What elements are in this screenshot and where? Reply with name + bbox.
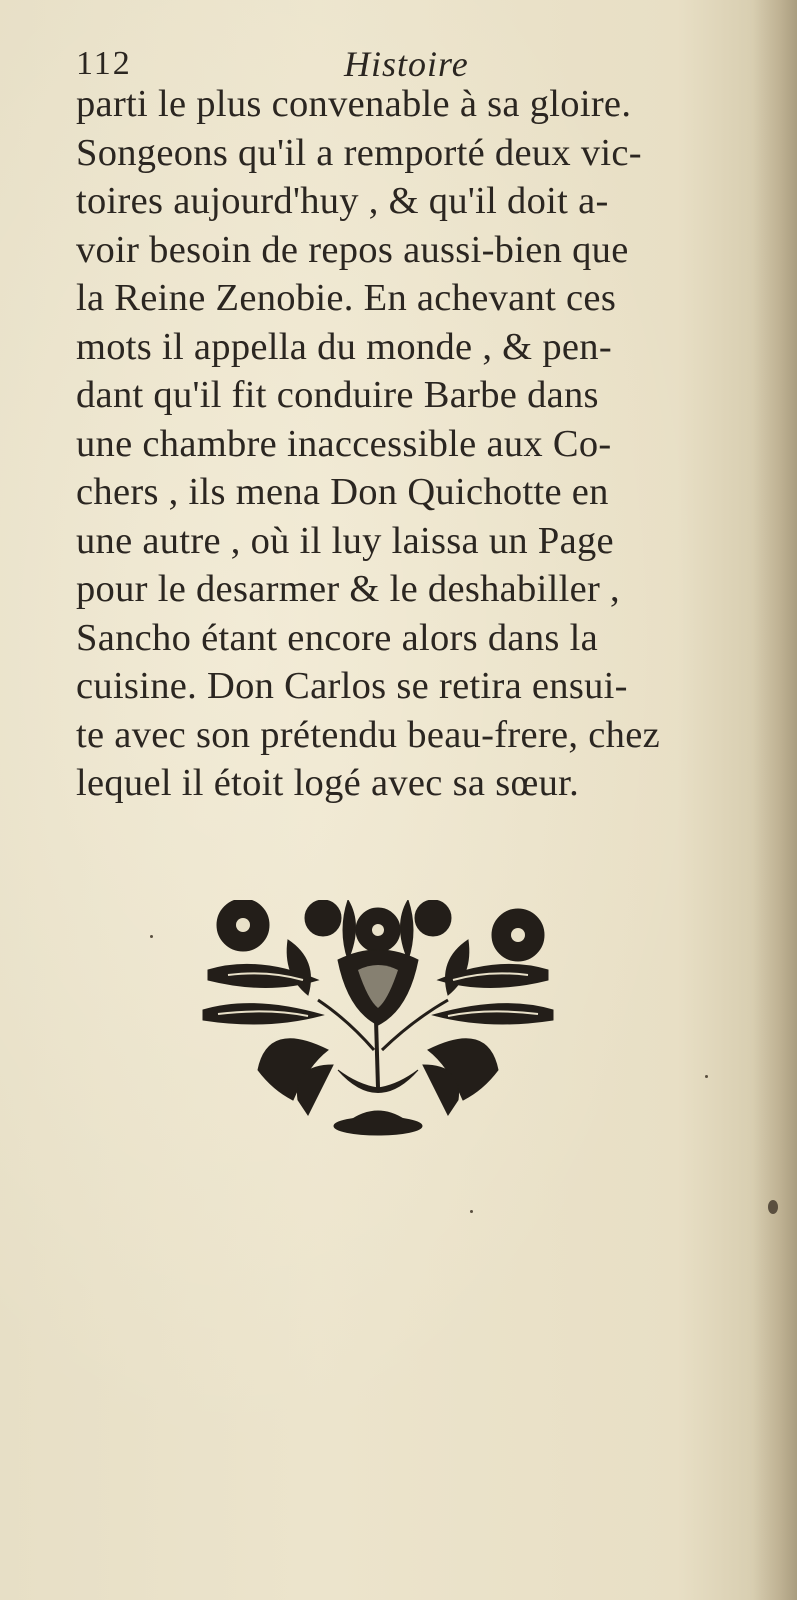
page-number: 112 (76, 45, 132, 82)
text-line: voir besoin de repos aussi-bien que (76, 228, 629, 271)
text-line: cuisine. Don Carlos se retira ensui- (76, 665, 628, 707)
text-line: mots il appella du monde , & pen- (76, 325, 612, 368)
text-line: la Reine Zenobie. En achevant ces (76, 277, 617, 319)
text-line: pour le desarmer & le deshabiller , (76, 568, 620, 610)
text-line: lequel il étoit logé avec sa sœur. (76, 762, 580, 804)
floral-vase-fleuron-icon (198, 900, 568, 1150)
text-line: une chambre inaccessible aux Co- (76, 422, 612, 465)
text-line: chers , ils mena Don Quichotte en (76, 471, 609, 513)
text-line: Songeons qu'il a remporté deux vic- (76, 131, 642, 174)
running-title: Histoire (344, 44, 469, 84)
text-line: parti le plus convenable à sa gloire. (76, 83, 632, 125)
fleuron-drawing (198, 900, 568, 1150)
text-line: dant qu'il fit conduire Barbe dans (76, 374, 599, 416)
body-text (76, 80, 766, 808)
text-line: toires aujourd'huy , & qu'il doit a- (76, 180, 609, 222)
text-line: te avec son prétendu beau-frere, chez (76, 713, 660, 756)
text-line: une autre , où il luy laissa un Page (76, 519, 614, 562)
text-line: Sancho étant encore alors dans la (76, 616, 598, 659)
